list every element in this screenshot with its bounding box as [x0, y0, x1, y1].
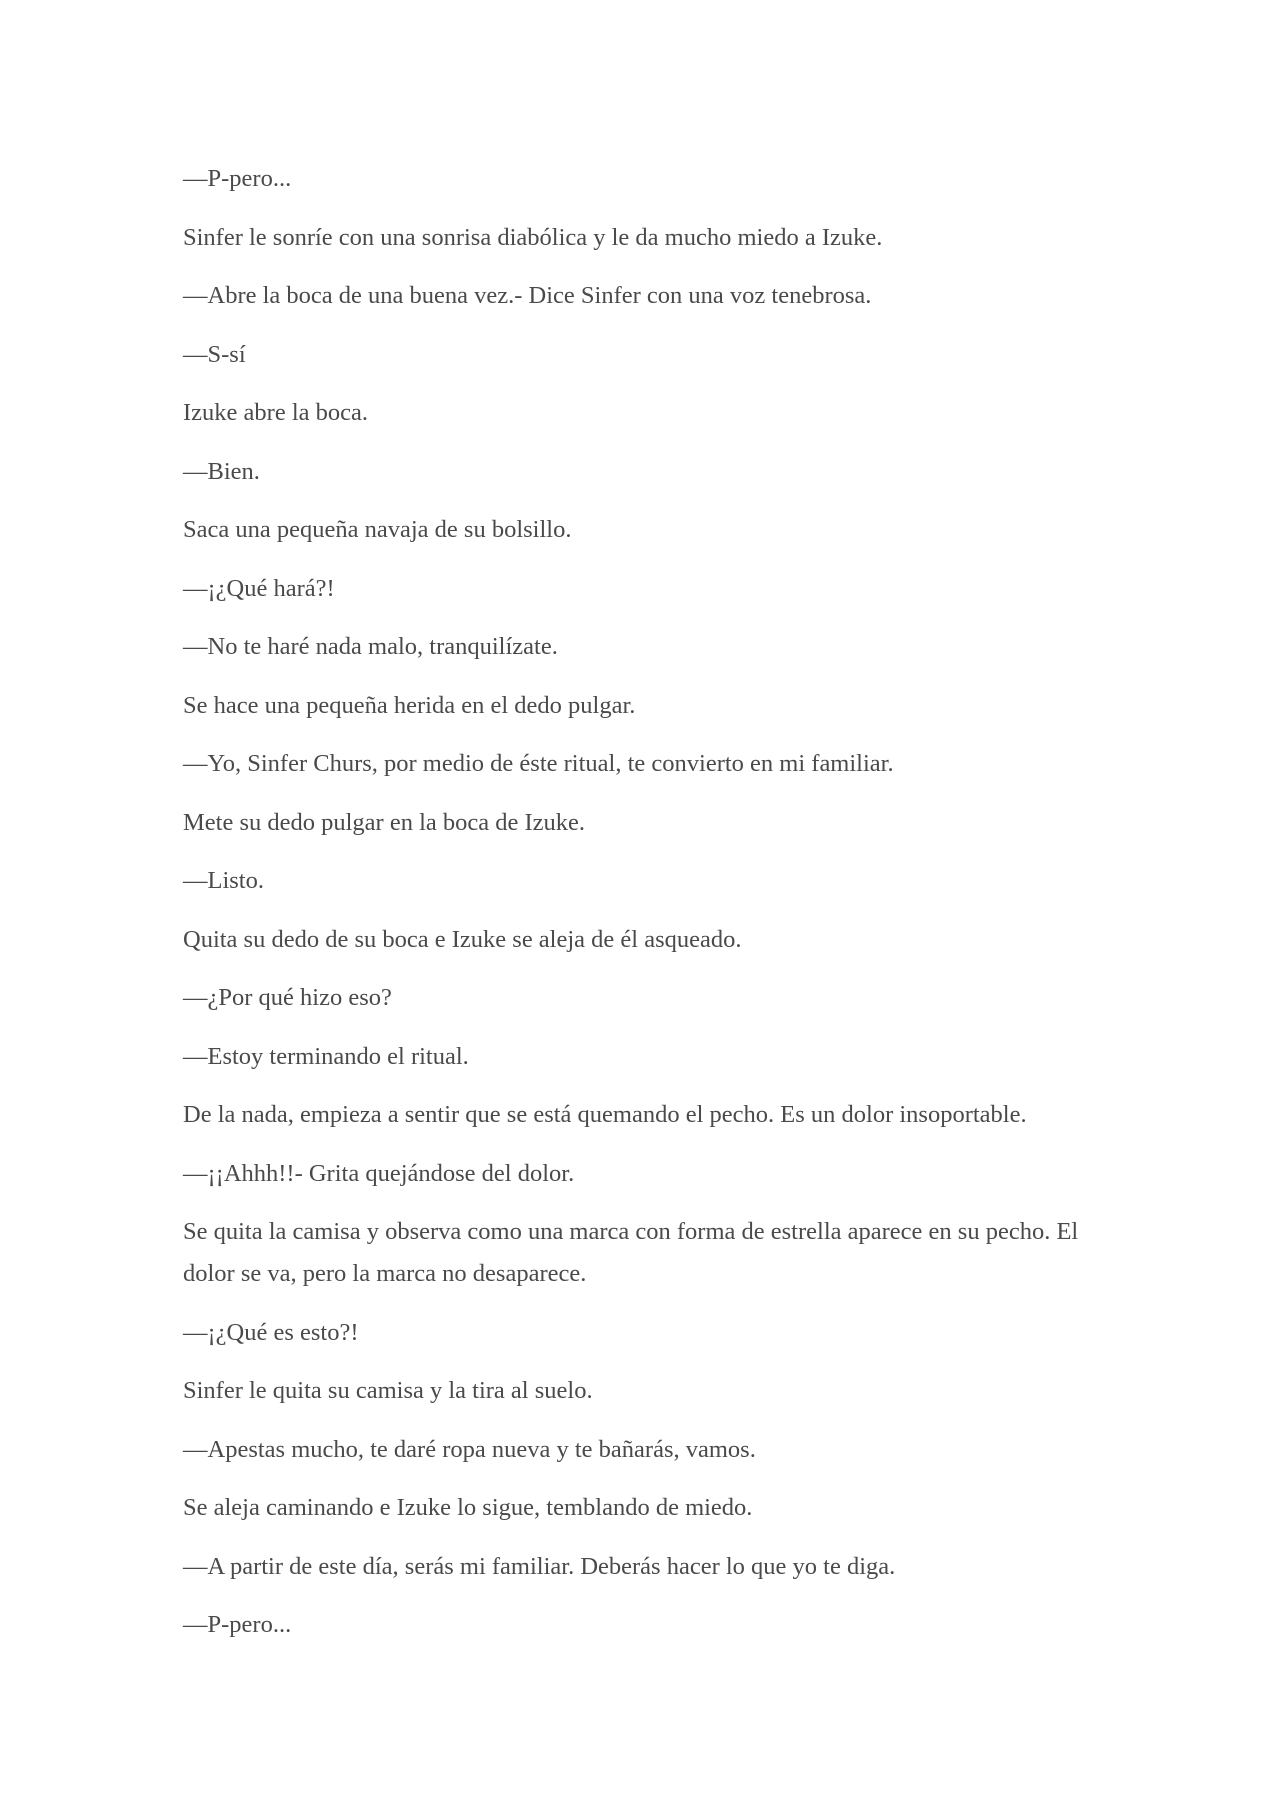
- paragraph: Quita su dedo de su boca e Izuke se aleja de él asqueado.: [183, 925, 742, 953]
- paragraph: Sinfer le sonríe con una sonrisa diabólica y le da mucho miedo a Izuke.: [183, 223, 883, 251]
- paragraph: —¿Por qué hizo eso?: [183, 984, 392, 1011]
- paragraph: —A partir de este día, serás mi familiar. Deberás hacer lo que yo te diga.: [183, 1552, 896, 1580]
- paragraph: De la nada, empieza a sentir que se está quemando el pecho. Es un dolor insoportable.: [183, 1101, 1027, 1128]
- paragraph: —S-sí: [183, 340, 246, 368]
- paragraph: Izuke abre la boca.: [183, 399, 368, 426]
- paragraph: —Apestas mucho, te daré ropa nueva y te bañarás, vamos.: [183, 1435, 756, 1463]
- paragraph: —Bien.: [183, 457, 260, 485]
- paragraph: —No te haré nada malo, tranquilízate.: [183, 633, 558, 660]
- paragraph: —¡¿Qué es esto?!: [183, 1318, 359, 1346]
- paragraph: Saca una pequeña navaja de su bolsillo.: [183, 516, 572, 543]
- paragraph: —Abre la boca de una buena vez.- Dice Sinfer con una voz tenebrosa.: [183, 282, 872, 309]
- paragraph: Se hace una pequeña herida en el dedo pulgar.: [183, 691, 636, 719]
- paragraph: —Estoy terminando el ritual.: [183, 1042, 469, 1070]
- paragraph: —P-pero...: [183, 1611, 292, 1638]
- paragraph: —Yo, Sinfer Churs, por medio de éste ritual, te convierto en mi familiar.: [183, 750, 894, 777]
- paragraph: Se aleja caminando e Izuke lo sigue, temblando de miedo.: [183, 1494, 753, 1521]
- paragraph: Sinfer le quita su camisa y la tira al suelo.: [183, 1377, 593, 1404]
- paragraph: —Listo.: [183, 867, 264, 894]
- story-text: [183, 158, 1123, 1663]
- paragraph: —¡¿Qué hará?!: [183, 574, 335, 602]
- paragraph: —¡¡Ahhh!!- Grita quejándose del dolor.: [183, 1159, 575, 1187]
- paragraph: Mete su dedo pulgar en la boca de Izuke.: [183, 808, 586, 836]
- paragraph: —P-pero...: [183, 165, 292, 192]
- paragraph: Se quita la camisa y observa como una marca con forma de estrella aparece en su pecho. El dolor se va, pero la marca no desaparece.: [183, 1218, 1079, 1287]
